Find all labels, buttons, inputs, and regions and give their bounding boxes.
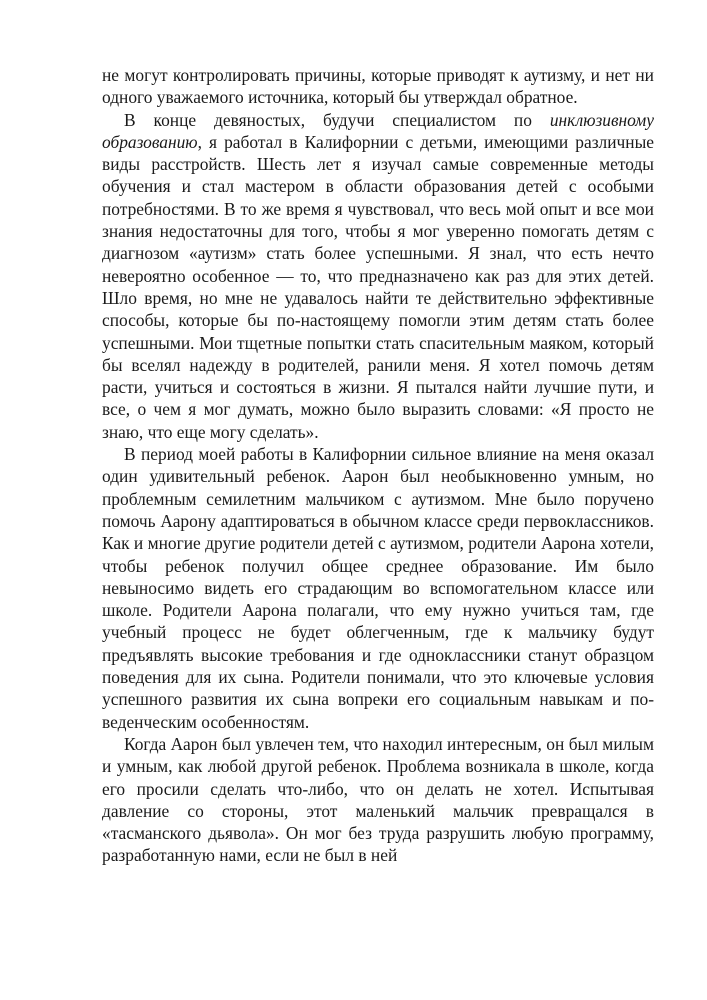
- paragraph-text-rest: , я работал в Калифорнии с детьми, имеющими различные виды расстройств. Шесть лет я изучал самые современные методы обучения и стал мастером в области образования детей с особыми потребностями. В то же время я чувствовал, что весь мой опыт и все мои знания недостаточны для того, чтобы я мог уверенно помогать детям с диагнозом «аутизм» стать более успешными. Я знал, что есть нечто невероятно особенное — то, что предназначено как раз для этих детей. Шло время, но мне не удавалось найти те действительно эффективные способы, которые бы по-настоящему помогли этим детям стать более успешными. Мои тщетные попытки стать спасительным маяком, который бы вселял надежду в родителей, ранили меня. Я хотел помочь детям расти, учиться и состояться в жизни. Я пытался найти лучшие пути, и все, о чем я мог думать, можно было выразить словами: «Я просто не знаю, что еще могу сделать».: [102, 131, 654, 442]
- paragraph-text-start: В конце девяностых, будучи специалистом по: [124, 109, 550, 130]
- paragraph-continuation: не могут контролировать причины, которые приводят к аутизму, и нет ни одного уважаемого источника, который бы утверждал обратное.: [102, 65, 654, 108]
- italic-term: инклюзивному образованию: [102, 109, 654, 152]
- paragraph-aaron-intro: В период моей работы в Калифорнии сильное влияние на меня оказал один удивительный ребенок. Аарон был необыкновенно умным, но проблемным семилетним мальчиком с аутизмом. Мне было поручено помочь Аарону адаптироваться в обычном классе среди первоклассников. Как и многие другие родители детей с аутизмом, родители Аарона хотели, чтобы ребенок получил общее среднее образование. Им было невыносимо видеть его страдающим во вспомогательном классе или школе. Родители Аарона полагали, что ему нужно учиться там, где учебный процесс не будет облегченным, где к мальчику будут предъявлять высокие требования и где одноклассники станут образцом поведения для их сына. Родители понимали, что это ключевые условия успешного развития их сына вопреки его социальным навыкам и по-веденческим особенностям.: [102, 444, 654, 732]
- paragraph-late-nineties: [102, 109, 654, 443]
- book-page: [102, 64, 654, 867]
- paragraph-aaron-behavior: Когда Аарон был увлечен тем, что находил интересным, он был милым и умным, как любой другой ребенок. Проблема возникала в школе, когда его просили сделать что-либо, что он делать не хотел. Испытывая давление со стороны, этот маленький мальчик превращался в «тасманского дьявола». Он мог без труда разрушить любую программу, разработанную нами, если не был в ней: [102, 733, 654, 866]
